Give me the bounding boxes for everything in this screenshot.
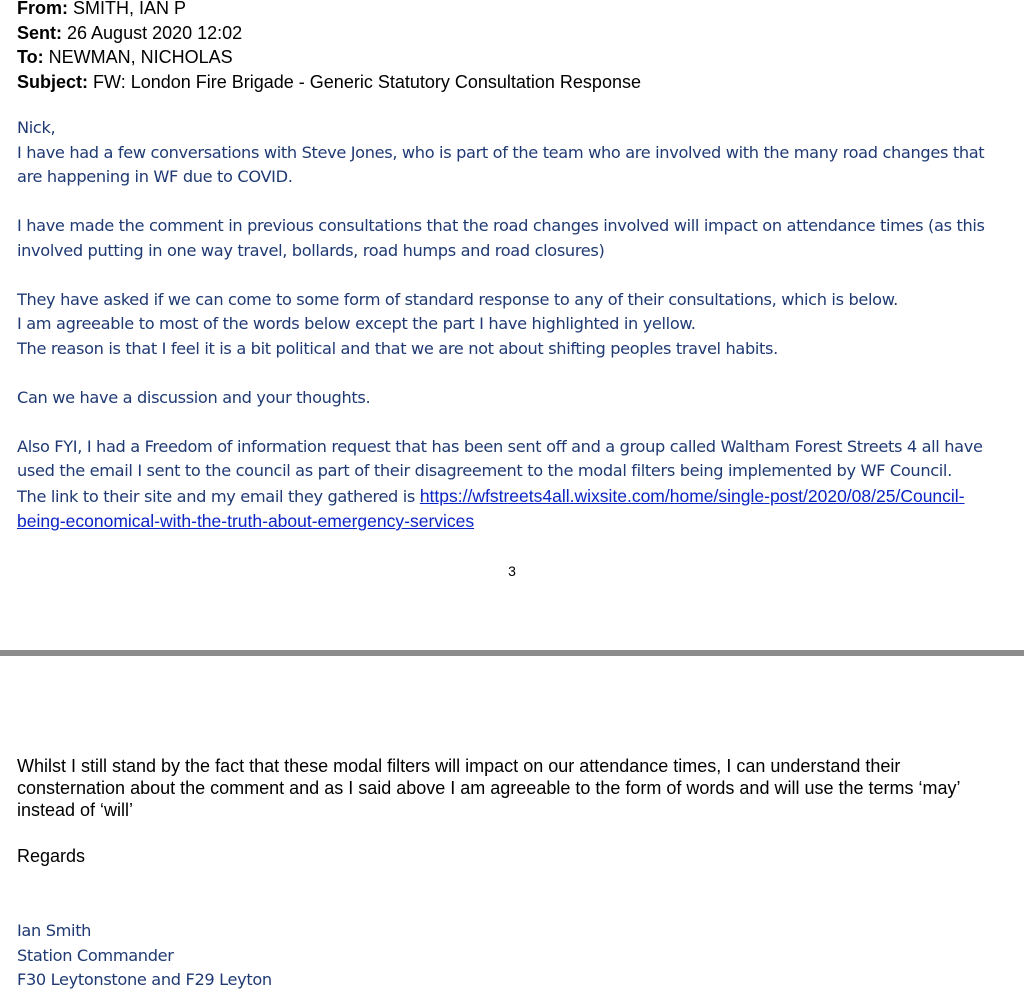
regards: Regards (17, 846, 86, 866)
greeting: Nick, (17, 118, 56, 137)
subject-value: FW: London Fire Brigade - Generic Statutory Consultation Response (93, 71, 641, 92)
to-value: NEWMAN, NICHOLAS (48, 47, 233, 67)
paragraph-foi: Also FYI, I had a Freedom of information request that has been sent off and a group called Waltham Forest Streets 4 all have used the email I sent to the council as part of their disagreement to the modal filters being implemented by WF Council. (17, 436, 983, 480)
paragraph-conversations: I have had a few conversations with Steve Jones, who is part of the team who are involved with the many road changes that are happening in WF due to COVID. (17, 142, 985, 186)
from-label: From: (17, 0, 68, 18)
paragraph-standard-response-line3: The reason is that I feel it is a bit political and that we are not about shifting peoples travel habits. (17, 338, 778, 358)
subject-label: Subject: (17, 71, 89, 92)
signature-stations: F30 Leytonstone and F29 Leyton (17, 970, 272, 989)
sent-row (17, 21, 641, 46)
page-break-divider (0, 650, 1024, 656)
signature-title: Station Commander (17, 945, 174, 965)
sent-label: Sent: (17, 22, 62, 43)
paragraph-standard-response-line1: They have asked if we can come to some form of standard response to any of their consultations, which is below. (17, 289, 898, 309)
paragraph-previous-consultations: I have made the comment in previous consultations that the road changes involved will impact on attendance times (as this involved putting in one way travel, bollards, road humps and road closures) (17, 216, 985, 260)
signature-name: Ian Smith (17, 921, 92, 940)
paragraph-link (17, 484, 1012, 535)
email-body (17, 116, 1012, 535)
continuation-body (17, 755, 1007, 867)
paragraph-discussion: Can we have a discussion and your thoughts. (17, 387, 371, 407)
paragraph-modal-filters: Whilst I still stand by the fact that these modal filters will impact on our attendance times, I can understand their consternation about the comment and as I said above I am agreeable to the form of words and will use the terms ‘may’ instead of ‘will’ (17, 756, 960, 820)
wfstreets4all-link[interactable]: https://wfstreets4all.wixsite.com/home/single-post/2020/08/25/Council-being-economical-with-the-truth-about-emergency-services (17, 485, 965, 531)
from-value: SMITH, IAN P (73, 0, 187, 18)
to-row (17, 45, 641, 70)
sent-value: 26 August 2020 12:02 (67, 22, 243, 43)
subject-row (17, 70, 641, 95)
from-row (17, 0, 641, 21)
email-header (17, 0, 641, 94)
paragraph-standard-response-line2: I am agreeable to most of the words below except the part I have highlighted in yellow. (17, 314, 696, 333)
page-number: 3 (508, 563, 516, 579)
signature (17, 919, 1012, 993)
link-intro: The link to their site and my email they gathered is (17, 486, 420, 506)
to-label: To: (17, 47, 44, 67)
